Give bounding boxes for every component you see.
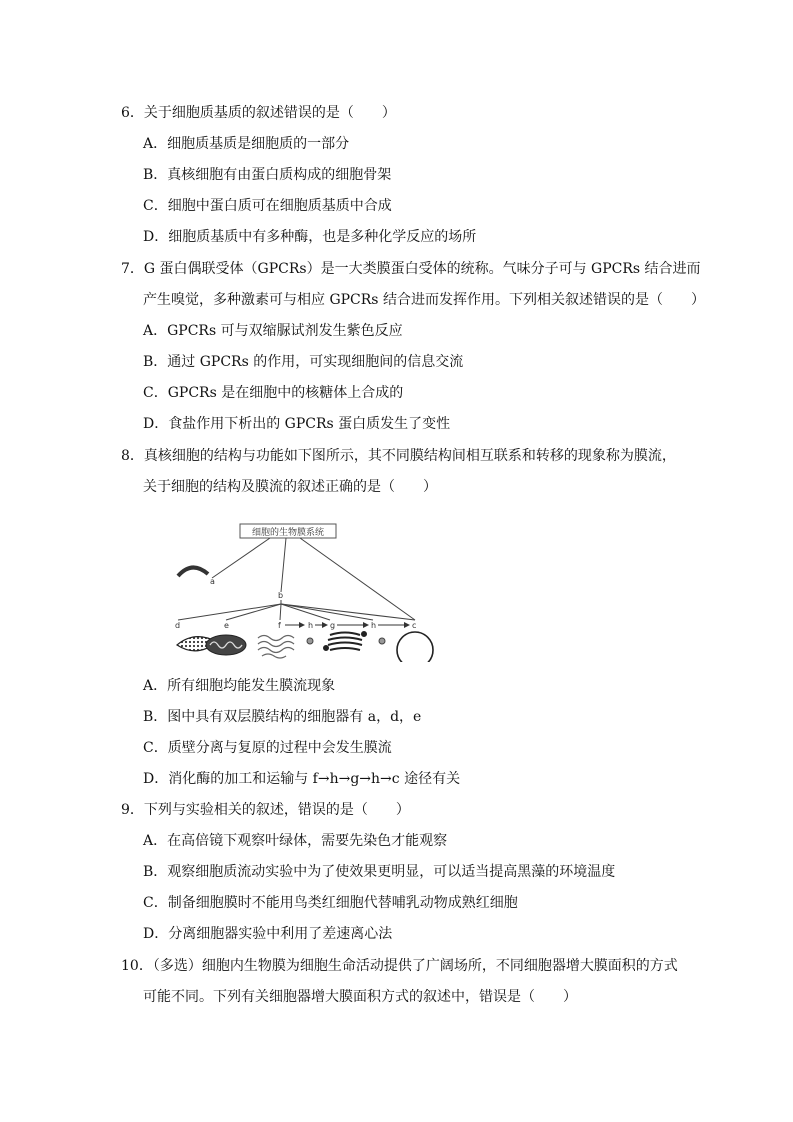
label-b: b [278,591,284,600]
organelle-c-shape [397,632,433,662]
q6-option-a: A．细胞质基质是细胞质的一部分 [143,136,350,152]
label-c: c [412,621,417,630]
q8-option-c: C．质壁分离与复原的过程中会发生膜流 [143,740,392,756]
q7-option-b: B．通过 GPCRs 的作用，可实现细胞间的信息交流 [143,354,464,370]
q6-stem: 6．关于细胞质基质的叙述错误的是（ ） [121,105,396,121]
label-h-2: h [371,621,377,630]
label-d: d [175,621,181,630]
diagram-title: 细胞的生物膜系统 [251,528,325,538]
organelle-g-shape [324,632,366,650]
q9-option-a: A．在高倍镜下观察叶绿体，需要先染色才能观察 [143,833,448,849]
q9-option-b: B．观察细胞质流动实验中为了使效果更明显，可以适当提高黑藻的环境温度 [143,864,616,880]
organelle-a-shape [178,567,208,576]
q9-option-c: C．制备细胞膜时不能用鸟类红细胞代替哺乳动物成熟红细胞 [143,895,518,911]
q8-option-d: D．消化酶的加工和运输与 f→h→g→h→c 途径有关 [143,771,461,787]
q8-option-a: A．所有细胞均能发生膜流现象 [143,678,336,694]
q7-stem: 7．G 蛋白偶联受体（GPCRs）是一大类膜蛋白受体的统称。气味分子可与 GPCRs 结合进而 [121,261,701,277]
q7-option-d: D．食盐作用下析出的 GPCRs 蛋白质发生了变性 [143,416,451,432]
q7-option-a: A．GPCRs 可与双缩脲试剂发生紫色反应 [143,323,403,339]
q8-stem-continued: 关于细胞的结构及膜流的叙述正确的是（ ） [143,479,437,495]
q7-stem-continued: 产生嗅觉，多种激素可与相应 GPCRs 结合进而发挥作用。下列相关叙述错误的是（ ） [143,292,705,308]
vesicle-h-1 [307,638,313,644]
q8-stem: 8．真核细胞的结构与功能如下图所示，其不同膜结构间相互联系和转移的现象称为膜流， [121,448,676,464]
q10-stem: 10．（多选）细胞内生物膜为细胞生命活动提供了广阔场所，不同细胞器增大膜面积的方式 [121,958,678,974]
label-a: a [210,577,215,586]
label-g: g [330,621,336,630]
q8-option-b: B．图中具有双层膜结构的细胞器有 a，d，e [143,709,422,725]
label-f: f [278,621,281,630]
label-h-1: h [308,621,314,630]
label-e: e [224,621,229,630]
vesicle-h-2 [379,638,385,644]
q6-option-c: C．细胞中蛋白质可在细胞质基质中合成 [143,198,392,214]
q6-option-b: B．真核细胞有由蛋白质构成的细胞骨架 [143,167,392,183]
q7-option-c: C．GPCRs 是在细胞中的核糖体上合成的 [143,385,404,401]
q9-stem: 9．下列与实验相关的叙述，错误的是（ ） [121,802,410,818]
q9-option-d: D．分离细胞器实验中利用了差速离心法 [143,926,393,942]
q10-stem-continued: 可能不同。下列有关细胞器增大膜面积方式的叙述中，错误是（ ） [143,989,577,1005]
organelle-f-shape [258,636,294,659]
q6-option-d: D．细胞质基质中有多种酶，也是多种化学反应的场所 [143,229,477,245]
membrane-system-diagram [170,520,440,662]
